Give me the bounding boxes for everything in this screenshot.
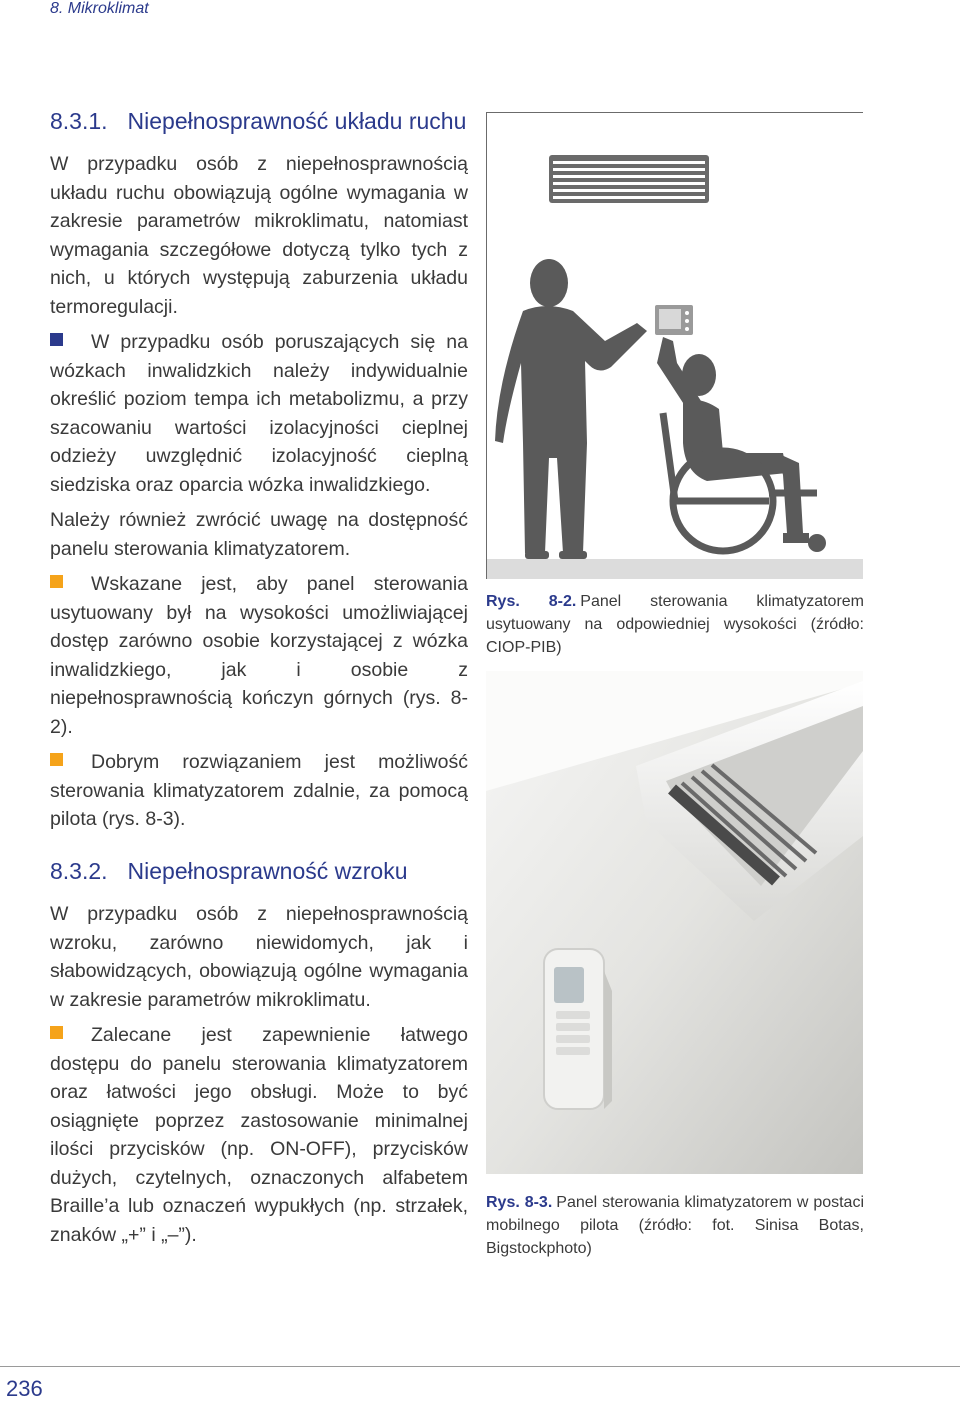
section1-bullet1-text: W przypadku osób poruszających się na wózkach inwalidzkich należy indywidualnie określić poziom tempa ich metabolizmu, a przy szacowaniu wartości izolacyjności cieplnej odzieży uwzględnić izolacyjność cieplną siedziska oraz oparcia wózka inwalidzkiego. — [50, 331, 468, 496]
section1-para2: Należy również zwrócić uwagę na dostępność panelu sterowania klimatyzatorem. — [50, 509, 468, 560]
section-number: 8.3.1. — [50, 108, 108, 134]
section1-bullet2-text: Wskazane jest, aby panel sterowania usytuowany był na wysokości umożliwiającej dostęp zarówno osobie korzystającej z wózka inwalidzkiego, jak i osobie z niepełnosprawnością kończyn górnych (rys. 8-2). — [50, 573, 468, 738]
caster-wheel-icon — [808, 534, 826, 552]
section1-bullet3-text: Dobrym rozwiązaniem jest możliwość sterowania klimatyzatorem zdalnie, za pomocą pilota (rys. 8-3). — [50, 751, 468, 830]
square-bullet-icon — [50, 333, 63, 346]
wheelchair-user-icon — [657, 337, 809, 543]
air-conditioner-and-remote-photo — [486, 671, 863, 1174]
section2-bullet1-text: Zalecane jest zapewnienie łatwego dostępu do panelu sterowania klimatyzatorem oraz łatwości jego obsługi. Może to być osiągnięte poprzez zastosowanie minimalnej ilości przycisków (np. ON-OFF), przycisków dużych, czytelnych, oznaczonych alfabetem Braille’a lub oznaczeń wypukłych (np. strzałek, znaków „+” i „–”). — [50, 1024, 468, 1246]
section-heading-8-3-1 — [50, 108, 466, 135]
square-bullet-icon — [50, 1026, 63, 1039]
section2-intro: W przypadku osób z niepełnosprawnością wzroku, zarówno niewidomych, jak i słabowidzących, obowiązują ogólne wymagania w zakresie parametrów mikroklimatu. — [50, 903, 468, 1011]
figure-caption-text: Panel sterowania klimatyzatorem w postaci mobilnego pilota (źródło: fot. Sinisa Botas, Bigstockphoto) — [486, 1194, 865, 1257]
figure-8-3-caption — [486, 1191, 864, 1260]
section1-bullet1-paragraph — [50, 328, 468, 499]
figure-label: Rys. 8-3. — [486, 1194, 553, 1211]
section1-bullet2-paragraph — [50, 570, 468, 741]
section2-body — [50, 900, 468, 1249]
standing-person-icon — [495, 259, 647, 559]
figure-8-2-illustration — [486, 112, 863, 579]
figure-8-3-photo — [486, 671, 863, 1174]
section1-intro: W przypadku osób z niepełnosprawnością układu ruchu obowiązują ogólne wymagania w zakresie parametrów mikroklimatu, natomiast wymagania szczegółowe dotyczą tylko tych z nich, u których występują zaburzenia układu termoregulacji. — [50, 153, 468, 318]
section1-bullet3-paragraph — [50, 748, 468, 834]
figure-label: Rys. 8-2. — [486, 593, 577, 610]
section-heading-8-3-2 — [50, 858, 408, 885]
air-conditioner-grille-icon — [549, 155, 709, 203]
wheelchair-accessibility-illustration — [487, 113, 863, 579]
remote-control-icon — [544, 949, 612, 1109]
square-bullet-icon — [50, 753, 63, 766]
figure-8-2-caption — [486, 590, 864, 659]
section-title: Niepełnosprawność wzroku — [127, 858, 408, 884]
section-number: 8.3.2. — [50, 858, 108, 884]
control-panel-icon — [655, 305, 693, 335]
chapter-header: 8. Mikroklimat — [50, 0, 149, 17]
section2-bullet1-paragraph — [50, 1021, 468, 1249]
floor — [487, 559, 863, 579]
figure-caption-text: Panel sterowania klimatyzatorem usytuowany na odpowiedniej wysokości (źródło: CIOP-PIB) — [486, 593, 865, 656]
section1-body — [50, 150, 468, 834]
square-bullet-icon — [50, 575, 63, 588]
page-number: 236 — [6, 1376, 43, 1401]
section-title: Niepełnosprawność układu ruchu — [127, 108, 467, 134]
footer-divider — [0, 1366, 960, 1367]
